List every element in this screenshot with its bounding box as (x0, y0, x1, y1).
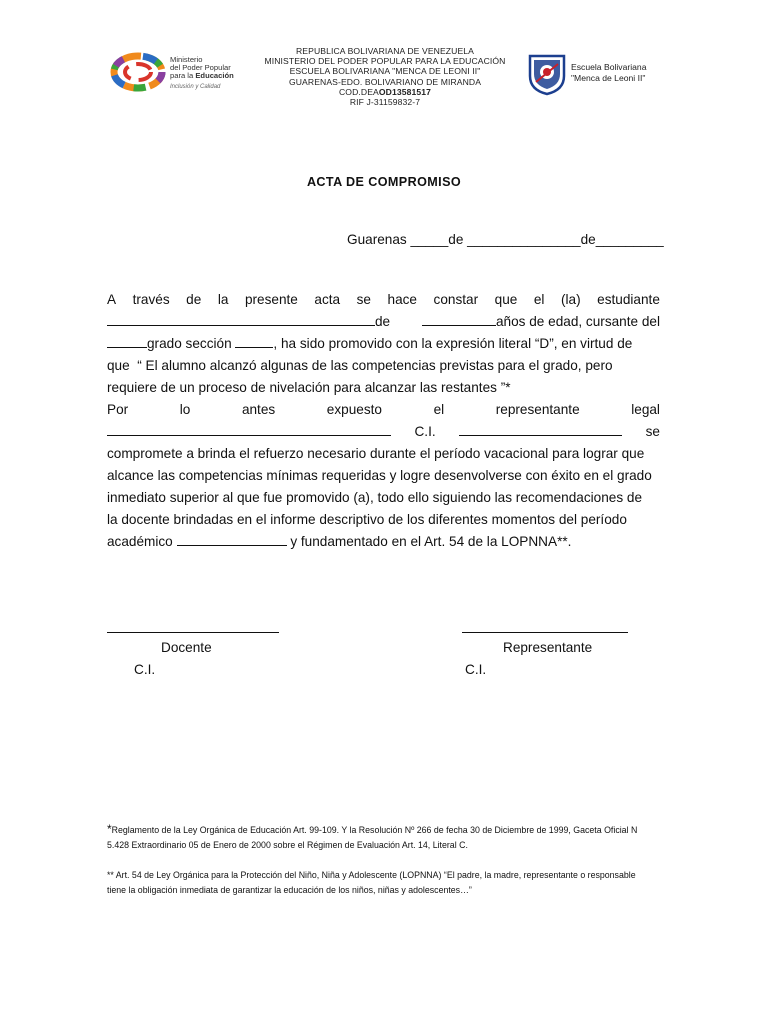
body-line-4: que “ El alumno alcanzó algunas de las competencias previstas para el grado, pero (107, 358, 613, 373)
school-logo (526, 52, 656, 96)
ministry-ring-icon (110, 52, 166, 92)
body-text: académico (107, 534, 173, 549)
header-line-cod (250, 87, 520, 97)
body-text: de (375, 314, 391, 329)
age-blank[interactable] (422, 311, 496, 326)
footnote-star: * (107, 822, 112, 836)
docente-ci-label: C.I. (134, 662, 156, 677)
word: antes (241, 402, 276, 417)
body-line-7 (107, 421, 660, 443)
footnote-1-line-1: Reglamento de la Ley Orgánica de Educación Art. 99-109. Y la Resolución Nº 266 de fecha 30 de Diciembre de 1999, Gaceta Oficial N (111, 825, 638, 835)
header-line-ministry: MINISTERIO DEL PODER POPULAR PARA LA EDUCACIÓN (264, 56, 506, 67)
word: estudiante (597, 292, 660, 307)
word: (la) (560, 292, 581, 307)
body-line-5: requiere de un proceso de nivelación para alcanzar las restantes ”* (107, 380, 511, 395)
cod-value: OD13581517 (378, 86, 431, 97)
footnote-2-line-1: ** Art. 54 de Ley Orgánica para la Protección del Niño, Niña y Adolescente (LOPNNA) “El padre, la madre, representante o responsable (107, 870, 636, 880)
footnote-2 (107, 868, 662, 898)
body-line-8: compromete a brinda el refuerzo necesario durante el período vacacional para lograr que (107, 446, 645, 461)
document-title: ACTA DE COMPROMISO (306, 175, 462, 189)
body-line-12 (107, 531, 660, 553)
body-line-11: la docente brindadas en el informe descriptivo de los diferentes momentos del período (107, 512, 627, 527)
date-line: Guarenas _____de _______________de_________ (347, 232, 664, 247)
word: lo (179, 402, 191, 417)
word: que (494, 292, 518, 307)
word: el (533, 292, 545, 307)
representative-name-blank[interactable] (107, 421, 391, 436)
body-line-3 (107, 333, 660, 355)
body-text: y fundamentado en el Art. 54 de la LOPNNA**. (290, 534, 572, 549)
word: Por (107, 402, 129, 417)
body-text: grado sección (147, 336, 232, 351)
body-line-6 (107, 399, 660, 421)
representante-label: Representante (503, 640, 593, 655)
word: legal (631, 402, 660, 417)
word: presente (244, 292, 298, 307)
footnote-2-line-2: tiene la obligación inmediata de garantizar la educación de los niños, niñas y adolescentes…” (107, 885, 472, 895)
body-line-2 (107, 311, 660, 333)
student-name-blank[interactable] (107, 311, 375, 326)
school-logo-text (571, 62, 661, 83)
body-text: años de edad, cursante del (495, 314, 660, 329)
ministry-line-2: del Poder Popular (170, 63, 231, 72)
word: hace (387, 292, 417, 307)
ministry-tagline: Inclusión y Calidad (170, 84, 221, 90)
ministry-line-3: para la (170, 71, 194, 80)
cod-prefix: COD.DEA (339, 86, 379, 97)
commitment-paragraph (107, 289, 660, 553)
representante-ci-label: C.I. (465, 662, 487, 677)
institution-header (250, 46, 520, 107)
representative-ci-blank[interactable] (459, 421, 622, 436)
word: constar (433, 292, 479, 307)
docente-label: Docente (161, 640, 212, 655)
word: se (356, 292, 371, 307)
word: la (217, 292, 229, 307)
header-line-school: ESCUELA BOLIVARIANA "MENCA DE LEONI II" (289, 66, 481, 77)
footnote-1-line-2: 5.428 Extraordinario 05 de Enero de 2000 sobre el Régimen de Evaluación Art. 14, Literal C. (107, 840, 468, 850)
word: A (107, 292, 117, 307)
grade-blank[interactable] (107, 333, 147, 348)
header-line-republic: REPUBLICA BOLIVARIANA DE VENEZUELA (295, 46, 475, 56)
word: de (186, 292, 202, 307)
footnote-1 (107, 822, 662, 853)
header-line-rif: RIF J-31159832-7 (349, 97, 421, 108)
ministry-line-4: Educación (195, 71, 234, 80)
docente-signature-line[interactable] (107, 632, 279, 633)
body-text: se (645, 424, 660, 439)
ci-label: C.I. (414, 424, 436, 439)
body-line-10: inmediato superior al que fue promovido (a), todo ello siguiendo las recomendaciones de (107, 490, 643, 505)
body-text: , ha sido promovido con la expresión literal “D”, en virtud de (273, 336, 633, 351)
school-logo-line-2: "Menca de Leoni II" (571, 72, 646, 83)
word: través (132, 292, 170, 307)
body-line-9: alcance las competencias mínimas requeridas y logre desenvolverse con éxito en el grado (107, 468, 652, 483)
word: el (433, 402, 445, 417)
ministry-line-1: Ministerio (170, 55, 203, 64)
word: acta (314, 292, 341, 307)
body-line-1 (107, 289, 660, 311)
word: representante (495, 402, 580, 417)
academic-period-blank[interactable] (177, 531, 287, 546)
section-blank[interactable] (235, 333, 273, 348)
ministry-logo-text (170, 56, 258, 91)
school-badge-icon (526, 52, 568, 96)
representante-signature-line[interactable] (462, 632, 628, 633)
ministry-logo (108, 46, 258, 98)
school-logo-line-1: Escuela Bolivariana (571, 62, 647, 72)
header-line-location: GUARENAS-EDO. BOLIVARIANO DE MIRANDA (288, 76, 482, 87)
word: expuesto (326, 402, 382, 417)
